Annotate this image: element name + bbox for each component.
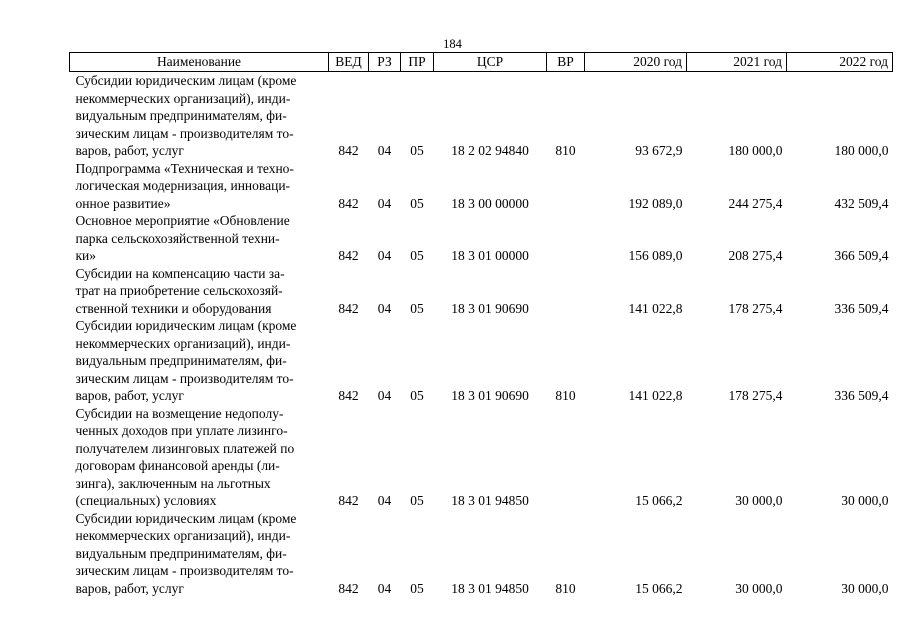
row-pr: 05 — [410, 388, 424, 403]
row-2020: 141 022,8 — [628, 300, 683, 316]
row-rz: 04 — [377, 580, 392, 596]
header-2020: 2020 год — [585, 53, 687, 72]
row-pr: 05 — [410, 143, 424, 158]
row-2021: 30 000,0 — [735, 493, 783, 508]
row-2022: 30 000,0 — [841, 493, 889, 508]
row-vr — [547, 405, 585, 510]
row-2021: 180 000,0 — [728, 143, 783, 158]
row-vr — [547, 212, 585, 265]
row-2022: 432 509,4 — [834, 195, 889, 211]
row-ved: 842 — [338, 248, 359, 263]
row-name: Субсидии юридическим лицам (кроме некоммерческих организаций), инди- видуальным предпринимателям, фи- зическим лицам - производителям то- варов, работ, услуг — [75, 318, 297, 403]
row-ved: 842 — [338, 300, 359, 316]
header-csr: ЦСР — [434, 53, 547, 72]
header-pr: ПР — [401, 53, 434, 72]
row-csr: 18 3 01 94850 — [451, 493, 529, 508]
table-header-row — [70, 53, 893, 72]
row-name: Подпрограмма «Техническая и техно- логическая модернизация, инноваци- онное развитие» — [75, 160, 294, 211]
row-pr: 05 — [410, 580, 424, 596]
row-2020: 15 066,2 — [635, 493, 683, 508]
row-name: Субсидии юридическим лицам (кроме некоммерческих организаций), инди- видуальным предпринимателям, фи- зическим лицам - производителям то- варов, работ, услуг — [75, 510, 297, 596]
row-2022: 366 509,4 — [834, 248, 889, 263]
table-row — [70, 212, 893, 265]
row-2021: 208 275,4 — [728, 248, 783, 263]
row-2022: 336 509,4 — [834, 388, 889, 403]
row-2020: 93 672,9 — [635, 143, 683, 158]
row-vr: 810 — [555, 388, 576, 403]
row-rz: 04 — [377, 143, 392, 158]
row-2021: 30 000,0 — [735, 580, 783, 596]
budget-table — [69, 52, 893, 597]
row-name: Субсидии на компенсацию части за- трат на приобретение сельскохозяй- ственной техники и оборудования — [75, 265, 285, 316]
row-csr: 18 3 01 90690 — [451, 388, 529, 403]
header-2022: 2022 год — [787, 53, 893, 72]
row-vr: 810 — [555, 143, 576, 158]
row-2020: 15 066,2 — [635, 580, 683, 596]
row-csr: 18 3 01 90690 — [451, 300, 529, 316]
row-2020: 141 022,8 — [628, 388, 683, 403]
row-rz: 04 — [377, 388, 392, 403]
row-name: Субсидии юридическим лицам (кроме некоммерческих организаций), инди- видуальным предпринимателям, фи- зическим лицам - производителям то- варов, работ, услуг — [75, 73, 297, 158]
row-2021: 178 275,4 — [728, 388, 783, 403]
row-ved: 842 — [338, 143, 359, 158]
header-vr: ВР — [547, 53, 585, 72]
row-2022: 180 000,0 — [834, 143, 889, 158]
row-vr — [547, 160, 585, 213]
row-2020: 192 089,0 — [628, 195, 683, 211]
row-pr: 05 — [410, 300, 424, 316]
header-2021: 2021 год — [687, 53, 787, 72]
row-rz: 04 — [377, 195, 392, 211]
header-ved: ВЕД — [329, 53, 369, 72]
row-2021: 178 275,4 — [728, 300, 783, 316]
page-number: 184 — [443, 37, 462, 51]
row-2022: 30 000,0 — [841, 580, 889, 596]
row-name: Субсидии на возмещение недополу- ченных доходов при уплате лизинго- получателем лизинговых платежей по договорам финансовой аренды (ли- зинга), заключенным на льготных (специальных) условиях — [75, 405, 295, 508]
header-name: Наименование — [70, 53, 329, 72]
row-csr: 18 3 01 94850 — [451, 580, 529, 596]
table-row — [70, 510, 893, 598]
row-rz: 04 — [377, 248, 392, 263]
header-rz: РЗ — [369, 53, 401, 72]
table-row — [70, 405, 893, 510]
row-ved: 842 — [338, 580, 359, 596]
table-row — [70, 160, 893, 213]
row-2022: 336 509,4 — [834, 300, 889, 316]
table-row — [70, 72, 893, 160]
row-ved: 842 — [338, 195, 359, 211]
row-csr: 18 3 00 00000 — [451, 195, 529, 211]
row-pr: 05 — [410, 493, 424, 508]
row-pr: 05 — [410, 248, 424, 263]
row-csr: 18 2 02 94840 — [451, 143, 529, 158]
row-2021: 244 275,4 — [728, 195, 783, 211]
row-ved: 842 — [338, 493, 359, 508]
row-rz: 04 — [377, 300, 392, 316]
table-row — [70, 317, 893, 405]
row-rz: 04 — [377, 493, 392, 508]
row-name: Основное мероприятие «Обновление парка сельскохозяйственной техни- ки» — [75, 213, 290, 263]
table-row — [70, 265, 893, 318]
row-csr: 18 3 01 00000 — [451, 248, 529, 263]
row-ved: 842 — [338, 388, 359, 403]
row-vr — [547, 265, 585, 318]
row-2020: 156 089,0 — [628, 248, 683, 263]
row-pr: 05 — [410, 195, 424, 211]
row-vr: 810 — [555, 580, 576, 596]
